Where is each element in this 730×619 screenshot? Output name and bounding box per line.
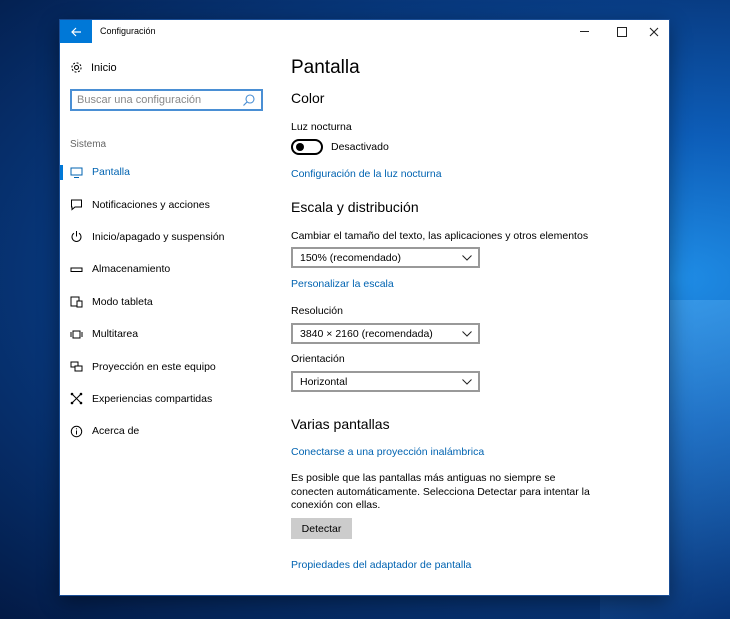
night-light-settings-link[interactable]: Configuración de la luz nocturna [291,168,442,180]
wireless-display-link[interactable]: Conectarse a una proyección inalámbrica [291,446,485,458]
sidebar-item-energia[interactable] [60,221,290,253]
nav-list [60,156,290,448]
resolution-dropdown[interactable] [291,323,480,344]
window-title: Configuración [100,26,156,36]
custom-scale-link[interactable]: Personalizar la escala [291,278,394,290]
sidebar-item-tableta[interactable] [60,286,290,318]
shared-icon [70,392,83,405]
sidebar-item-label: Multitarea [92,328,139,341]
sidebar-item-label: Pantalla [92,166,130,179]
chevron-down-icon [462,379,472,385]
nav-home[interactable] [70,61,117,74]
gear-icon [70,61,83,74]
sidebar-item-multitarea[interactable] [60,318,290,350]
sidebar-item-almacenamiento[interactable] [60,253,290,285]
night-light-row [291,139,389,155]
scale-dropdown[interactable] [291,247,480,268]
search-box[interactable] [70,89,263,111]
projection-icon [70,360,83,373]
night-light-toggle[interactable] [291,139,323,155]
maximize-icon [617,27,627,37]
orientation-label: Orientación [291,353,345,365]
storage-icon [70,263,83,276]
search-icon [242,93,256,107]
sidebar-item-label: Inicio/apagado y suspensión [92,230,225,243]
sidebar-item-experiencias[interactable] [60,383,290,415]
sidebar-item-notificaciones[interactable] [60,188,290,220]
sidebar-item-label: Experiencias compartidas [92,392,213,405]
toggle-knob [296,143,304,151]
section-label: Sistema [70,139,107,150]
resolution-label: Resolución [291,305,343,317]
multitask-icon [70,328,83,341]
orientation-dropdown-value: Horizontal [300,375,348,388]
sidebar-item-label: Proyección en este equipo [92,360,216,373]
orientation-dropdown[interactable] [291,371,480,392]
multi-display-heading: Varias pantallas [291,416,390,432]
nav-home-label: Inicio [91,61,117,74]
back-arrow-icon [71,27,82,37]
sidebar-item-proyeccion[interactable] [60,350,290,382]
close-button[interactable] [637,20,671,43]
chevron-down-icon [462,331,472,337]
color-heading: Color [291,90,325,106]
night-light-state: Desactivado [331,141,389,153]
back-button[interactable] [60,20,92,43]
page-title: Pantalla [291,57,360,78]
minimize-button[interactable] [567,20,601,43]
settings-window [60,20,669,595]
title-bar [60,20,669,43]
sidebar-item-acerca[interactable] [60,415,290,447]
resolution-dropdown-value: 3840 × 2160 (recomendada) [300,327,433,340]
adapter-properties-link[interactable]: Propiedades del adaptador de pantalla [291,559,472,571]
sidebar-item-pantalla[interactable] [60,156,290,188]
sidebar-item-label: Notificaciones y acciones [92,198,210,211]
search-input[interactable] [77,94,242,106]
sidebar-item-label: Almacenamiento [92,263,171,276]
night-light-label: Luz nocturna [291,121,352,133]
tablet-icon [70,295,83,308]
power-icon [70,230,83,243]
detect-button[interactable]: Detectar [291,518,352,539]
scale-heading: Escala y distribución [291,199,419,215]
info-icon [70,425,83,438]
scale-dropdown-value: 150% (recomendado) [300,251,401,264]
size-label: Cambiar el tamaño del texto, las aplicaciones y otros elementos [291,230,589,242]
monitor-icon [70,166,83,179]
sidebar-item-label: Acerca de [92,425,140,438]
minimize-icon [580,31,589,32]
chevron-down-icon [462,255,472,261]
notification-icon [70,198,83,211]
close-icon [649,27,659,37]
detect-description: Es posible que las pantallas más antiguas no siempre se conecten automáticamente. Selecciona Detectar para intentar la conexión con ellas. [291,472,590,511]
sidebar-item-label: Modo tableta [92,295,153,308]
maximize-button[interactable] [605,20,639,43]
